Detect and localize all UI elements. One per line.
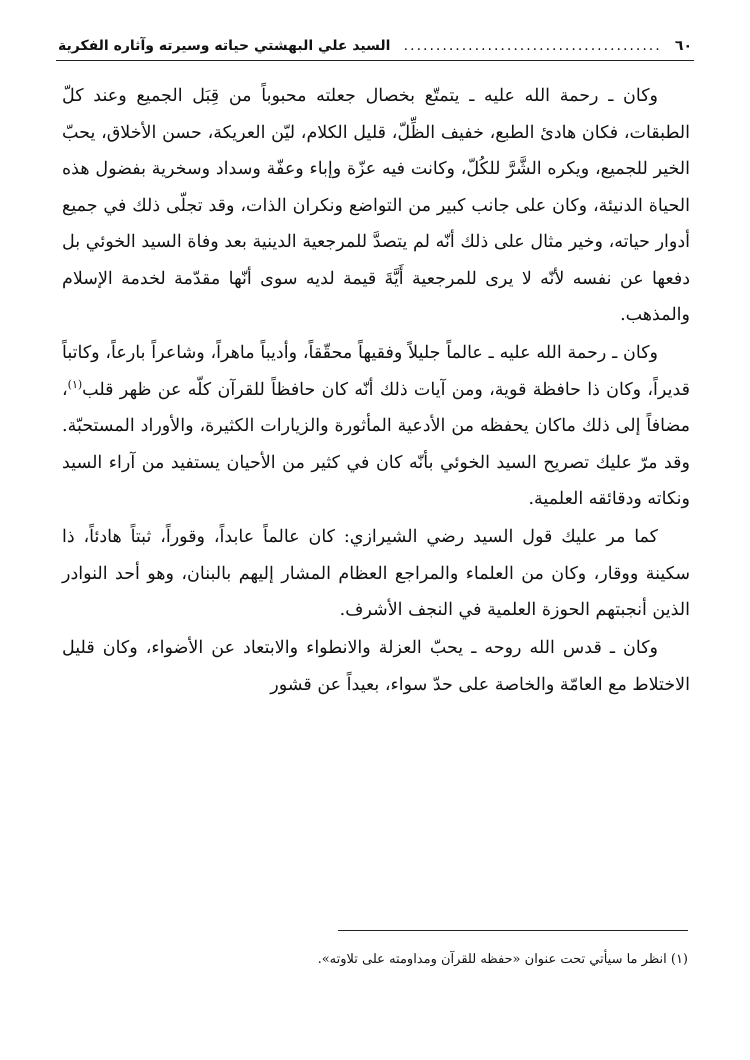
paragraph [62, 519, 690, 629]
footnote-reference[interactable]: (١) [67, 377, 83, 391]
running-header [58, 34, 692, 58]
paragraph-text: كما مر عليك قول السيد رضي الشيرازي: كان عالماً عابداً، وقوراً، ثبتاً هادئاً، ذا سكينة ووقار، وكان من العلماء والمراجع العظام المشار إليهم بالبنان، وهو أحد النوادر الذين أنجبتهم الحوزة العلمية في النجف الأشرف. [62, 527, 690, 620]
header-rule [56, 60, 694, 61]
page-number: ٦٠ [674, 38, 692, 54]
paragraph [62, 78, 690, 334]
paragraph-text: وكان ـ رحمة الله عليه ـ عالماً جليلاً وفقيهاً محقّقاً، وأديباً ماهراً، وشاعراً بارعاً، وكاتباً قديراً، وكان ذا حافظة قوية، ومن آيات ذلك أنّه كان حافظاً للقرآن كلّه عن ظهر قلب [62, 343, 690, 400]
paragraph-text: وكان ـ رحمة الله عليه ـ يتمتّع بخصال جعلته محبوباً من قِبَل الجميع وعند كلّ الطبقات، فكان هادئ الطبع، خفيف الظِّلّ، قليل الكلام، ليّن العريكة، حسن الأخلاق، يحبّ الخير للجميع، ويكره الشَّرَّ للكُلّ، وكانت فيه عزّة وإباء وعفّة وسداد وسخرية بفضول هذه الحياة الدنيئة، وكان على جانب كبير من التواضع ونكران الذات، وقد تجلّى ذلك في جميع أدوار حياته، وخير مثال على ذلك أنّه لم يتصدَّ للمرجعية الدينية بعد وفاة السيد الخوئي بل دفعها عن نفسه لأنّه لا يرى للمرجعية أَيَّةَ قيمة لديه سوى أنّها مقدّمة لخدمة الإسلام والمذهب. [62, 86, 690, 325]
header-leader-dots: ........................................ [403, 38, 662, 54]
paragraph-text: وكان ـ قدس الله روحه ـ يحبّ العزلة والانطواء والابتعاد عن الأضواء، وكان قليل الاختلاط مع العامّة والخاصة على حدّ سواء، بعيداً عن قشور [62, 638, 690, 695]
paragraph-text-continued: ، مضافاً إلى ذلك ماكان يحفظه من الأدعية المأثورة والزيارات الكثيرة، والأوراد المستحبّة. وقد مرّ عليك تصريح السيد الخوئي بأنّه كان في كثير من الأحيان يستفيد من آراء السيد ونكاته ودقائقه العلمية. [62, 379, 690, 509]
footnote: (١) انظر ما سيأتي تحت عنوان «حفظه للقرآن ومداومته على تلاوته». [317, 952, 688, 967]
paragraph [62, 630, 690, 703]
running-title: السيد علي البهشتي حياته وسيرته وآثاره الفكرية [58, 38, 391, 54]
body-text [62, 78, 690, 705]
footnote-rule [338, 930, 688, 931]
paragraph [62, 335, 690, 518]
